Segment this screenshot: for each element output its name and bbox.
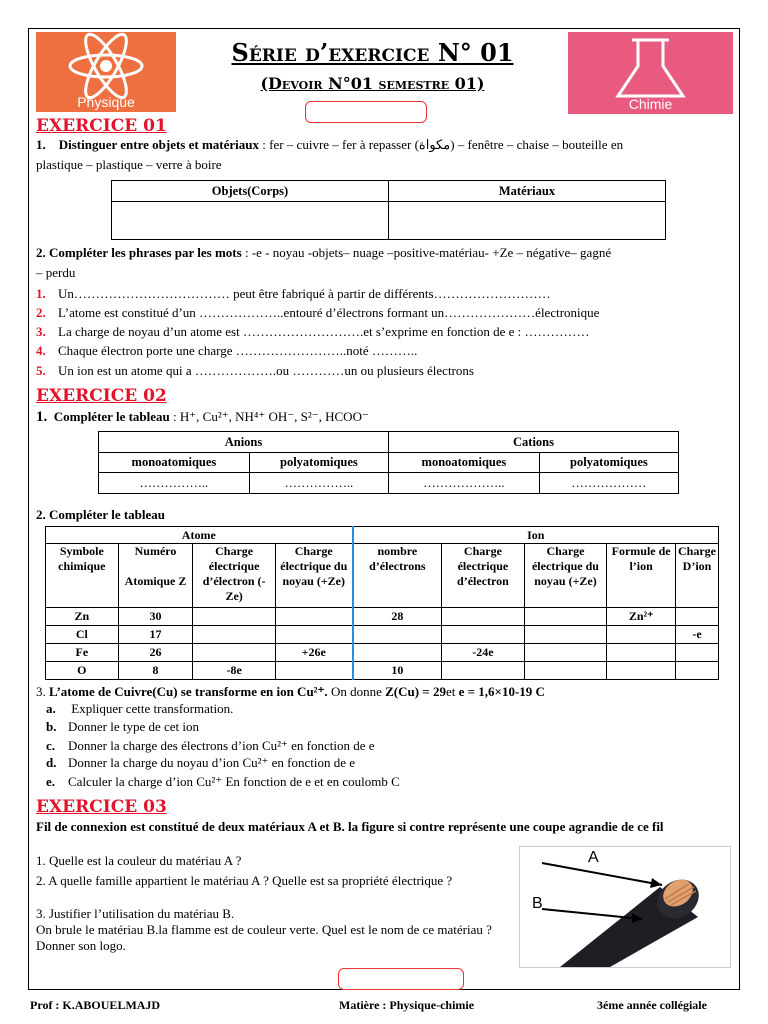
- ex3-q4: On brule le matériau B.la flamme est de couleur verte. Quel est le nom de ce matériau ? Donner son logo.: [36, 922, 492, 953]
- ex1-item-5: 5. Un ion est un atome qui a ……………….ou …………un ou plusieurs électrons: [36, 363, 474, 378]
- ex2-sub-b: b. Donner le type de cet ion: [46, 719, 200, 734]
- ex2-q1-bold: Compléter le tableau: [53, 409, 170, 424]
- cell-cation-mono[interactable]: ………………..: [388, 473, 539, 494]
- objets-materiaux-table: [111, 180, 666, 240]
- ex1-q1-text: : fer – cuivre – fer à repasser (مكواة) – fenêtre – chaise – bouteille en: [259, 137, 624, 152]
- ex3-q3: 3. Justifier l’utilisation du matériau B.: [36, 906, 235, 921]
- wire-cross-section-icon: [520, 847, 730, 967]
- table-row: Cl 17 -e: [46, 626, 719, 644]
- col-cation-poly: polyatomiques: [539, 453, 678, 473]
- table-row: Fe 26 +26e -24e: [46, 644, 719, 662]
- ex2-q1: [36, 409, 369, 426]
- physique-label: Physique: [77, 94, 135, 110]
- ex3-q1: 1. Quelle est la couleur du matériau A ?: [36, 853, 242, 868]
- cell-materiaux[interactable]: [389, 202, 666, 240]
- col-ion: Ion: [353, 527, 719, 544]
- table-row: Zn 30 28 Zn²⁺: [46, 608, 719, 626]
- ex1-q2-line2: – perdu: [36, 265, 76, 280]
- page-title: Série d’exercice N° 01: [231, 38, 514, 67]
- col-charge-ion: Charge D’ion: [676, 544, 719, 608]
- cell-anion-mono[interactable]: ……………..: [99, 473, 250, 494]
- ex1-item-2: 2. L’atome est constitué d’un ………………..entouré d’électrons formant un…………………électronique: [36, 305, 600, 320]
- cell-objets[interactable]: [112, 202, 389, 240]
- chimie-label: Chimie: [628, 96, 673, 112]
- grade-box-bottom: [338, 968, 464, 990]
- chimie-logo: [568, 32, 733, 114]
- footer-prof: Prof : K.ABOUELMAJD: [30, 998, 161, 1012]
- footer-niveau: 3éme année collégiale: [597, 998, 707, 1012]
- ex1-q2-bold: 2. Compléter les phrases par les mots: [36, 245, 242, 260]
- col-ion-charge-noyau: Charge électrique du noyau (+Ze): [524, 544, 607, 608]
- physique-logo: [36, 32, 176, 112]
- ex1-heading: EXERCICE 01: [36, 116, 167, 136]
- col-anions: Anions: [99, 432, 389, 453]
- label-a: A: [588, 849, 599, 866]
- col-cations: Cations: [388, 432, 678, 453]
- col-numero: Numéro Atomique Z: [118, 544, 193, 608]
- ex2-q3: 3. L’atome de Cuivre(Cu) se transforme en ion Cu²⁺. On donne Z(Cu) = 29et e = 1,6×10-19 C: [36, 684, 545, 699]
- ex1-item-3: 3. La charge de noyau d’un atome est ……………………….et s’exprime en fonction de e : ……………: [36, 324, 590, 339]
- ions-table: [98, 431, 679, 494]
- ex3-heading: EXERCICE 03: [36, 797, 167, 817]
- ex2-q1-text: : H⁺, Cu²⁺, NH⁴⁺ OH⁻, S²⁻, HCOO⁻: [169, 409, 369, 424]
- wire-figure: [519, 846, 731, 968]
- ex2-q2: 2. Compléter le tableau: [36, 507, 166, 522]
- col-atome: Atome: [46, 527, 353, 544]
- ex1-item-1: 1. Un……………………………… peut être fabriqué à partir de différents………………………: [36, 286, 551, 301]
- col-materiaux: Matériaux: [389, 181, 666, 202]
- ex1-q1: [36, 137, 623, 153]
- col-anion-mono: monoatomiques: [99, 453, 250, 473]
- ex2-q1-num: 1.: [36, 409, 48, 425]
- col-objets: Objets(Corps): [112, 181, 389, 202]
- table-row: O 8 -8e 10: [46, 662, 719, 680]
- ex2-sub-e: e. Calculer la charge d’ion Cu²⁺ En fonction de e et en coulomb C: [46, 774, 400, 789]
- ex1-q2: [36, 245, 611, 261]
- ex2-sub-c: c. Donner la charge des électrons d’ion Cu²⁺ en fonction de e: [46, 738, 375, 753]
- atome-ion-table: [45, 526, 719, 680]
- grade-box-top: [305, 101, 427, 123]
- col-ion-charge-electron: Charge électrique d’électron: [442, 544, 525, 608]
- ex1-q2-text: : -e - noyau -objets– nuage –positive-matériau- +Ze – négative– gagné: [241, 245, 612, 260]
- col-cation-mono: monoatomiques: [388, 453, 539, 473]
- col-charge-noyau: Charge électrique du noyau (+Ze): [275, 544, 352, 608]
- ex2-sub-d: d. Donner la charge du noyau d’ion Cu²⁺ en fonction de e: [46, 755, 356, 770]
- ex3-q2: 2. A quelle famille appartient le matériau A ? Quelle est sa propriété électrique ?: [36, 873, 453, 888]
- col-formule: Formule de l’ion: [607, 544, 676, 608]
- footer-matiere: Matière : Physique-chimie: [339, 998, 475, 1012]
- col-anion-poly: polyatomiques: [249, 453, 388, 473]
- cell-cation-poly[interactable]: ………………: [539, 473, 678, 494]
- ex1-q1-bold: Distinguer entre objets et matériaux: [58, 137, 260, 152]
- col-charge-electron: Charge électrique d’électron (-Ze): [193, 544, 276, 608]
- page-subtitle: (Devoir N°01 semestre 01): [260, 74, 485, 93]
- col-symbole: Symbole chimique: [46, 544, 119, 608]
- ex2-sub-a: a. Expliquer cette transformation.: [46, 701, 234, 716]
- label-b: B: [532, 895, 543, 912]
- ex2-heading: EXERCICE 02: [36, 386, 167, 406]
- ex1-item-4: 4. Chaque électron porte une charge ……………………..noté ………..: [36, 343, 418, 358]
- cell-anion-poly[interactable]: ……………..: [249, 473, 388, 494]
- col-nombre-electrons: nombre d’électrons: [353, 544, 442, 608]
- ex3-intro: Fil de connexion est constitué de deux matériaux A et B. la figure si contre représente une coupe agrandie de ce fil: [36, 819, 664, 834]
- ex1-q1-num: 1.: [36, 137, 46, 152]
- ex1-q1-line2: plastique – plastique – verre à boire: [36, 157, 222, 172]
